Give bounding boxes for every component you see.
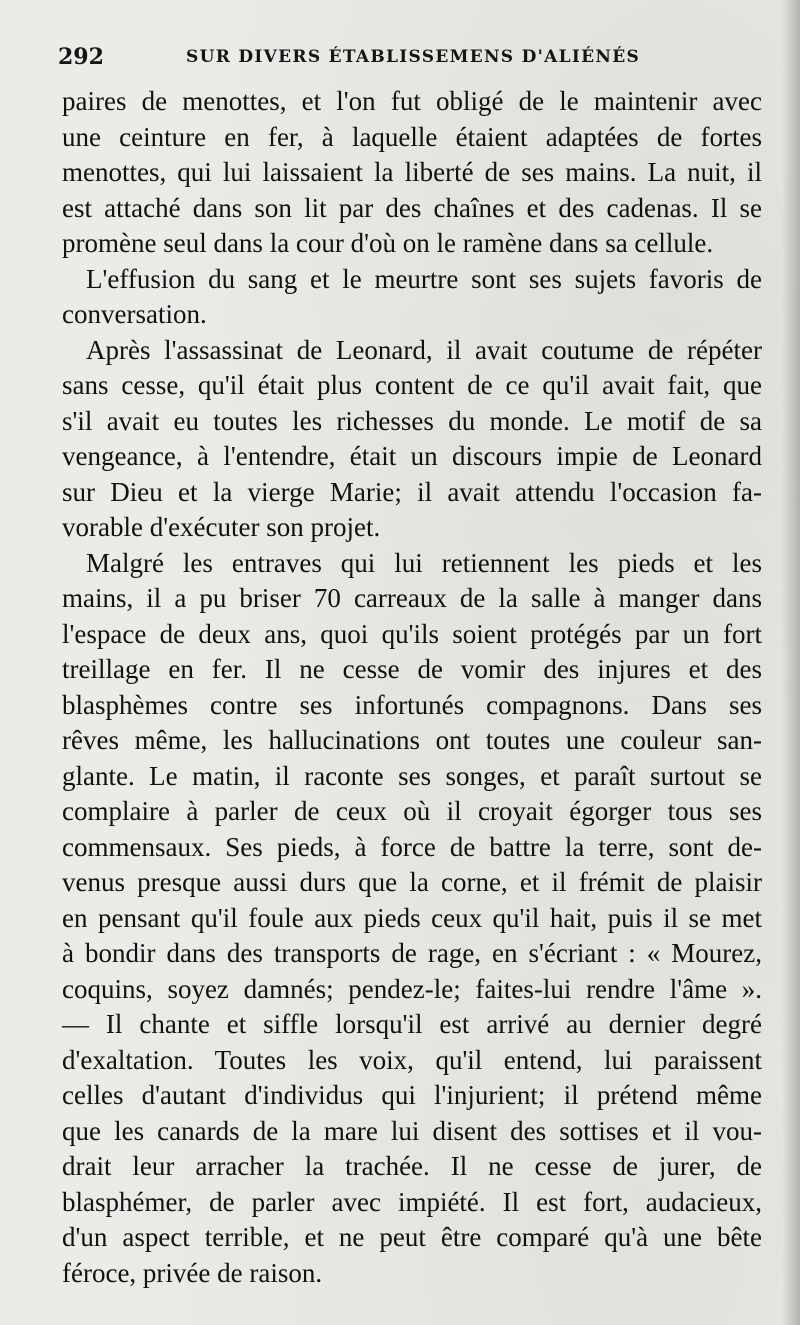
text-line: d'exaltation. Toutes les voix, qu'il entend, lui paraissent [62, 1044, 762, 1075]
text-line: l'espace de deux ans, quoi qu'ils soient protégés par un fort [62, 618, 762, 649]
text-line: blasphémer, de parler avec impiété. Il est fort, audacieux, [62, 1186, 762, 1217]
page-number: 292 [58, 44, 104, 70]
page-edge-shadow [782, 0, 800, 1325]
text-line: glante. Le matin, il raconte ses songes, et paraît surtout se [62, 760, 762, 791]
text-line: paires de menottes, et l'on fut obligé de le maintenir avec [62, 86, 762, 116]
text-line: d'un aspect terrible, et ne peut être comparé qu'à une bête [62, 1222, 762, 1252]
text-line: celles d'autant d'individus qui l'injurient; il prétend même [62, 1080, 762, 1110]
text-line: menottes, qui lui laissaient la liberté de ses mains. La nuit, il [62, 157, 762, 187]
text-line: promène seul dans la cour d'où on le ramène dans sa cellule. [62, 228, 714, 258]
text-line: est attaché dans son lit par des chaînes et des cadenas. Il se [62, 192, 762, 223]
text-line: venus presque aussi durs que la corne, et il frémit de plaisir [62, 867, 762, 897]
paragraph-start-line: L'effusion du sang et le meurtre sont ses sujets favoris de [86, 263, 762, 294]
page-header [58, 44, 758, 74]
text-line: rêves même, les hallucinations ont toutes une couleur san- [62, 725, 762, 755]
text-line: en pensant qu'il foule aux pieds ceux qu'il hait, puis il se met [62, 902, 762, 933]
text-line: une ceinture en fer, à laquelle étaient adaptées de fortes [62, 121, 762, 152]
text-line: drait leur arracher la trachée. Il ne cesse de jurer, de [62, 1151, 762, 1181]
paragraph-start-line: Après l'assassinat de Leonard, il avait coutume de répéter [86, 334, 762, 365]
text-line: conversation. [62, 299, 207, 329]
text-line: à bondir dans des transports de rage, en s'écriant : « Mourez, [62, 938, 762, 968]
text-line: vengeance, à l'entendre, était un discours impie de Leonard [62, 441, 762, 471]
text-line: treillage en fer. Il ne cesse de vomir des injures et des [62, 654, 762, 684]
text-line: complaire à parler de ceux où il croyait égorger tous ses [62, 796, 762, 826]
text-line: que les canards de la mare lui disent des sottises et il vou- [62, 1115, 762, 1146]
text-line: blasphèmes contre ses infortunés compagnons. Dans ses [62, 689, 762, 720]
running-title: SUR DIVERS ÉTABLISSEMENS D'ALIÉNÉS [186, 47, 641, 67]
text-line: commensaux. Ses pieds, à force de battre la terre, sont de- [62, 831, 762, 862]
text-line: s'il avait eu toutes les richesses du monde. Le motif de sa [62, 405, 762, 436]
text-line: féroce, privée de raison. [62, 1257, 323, 1288]
text-line: mains, il a pu briser 70 carreaux de la salle à manger dans [62, 583, 762, 613]
text-line: sans cesse, qu'il était plus content de ce qu'il avait fait, que [62, 370, 762, 400]
body-text [62, 84, 762, 1291]
text-line: vorable d'exécuter son projet. [62, 512, 381, 542]
text-line: — Il chante et siffle lorsqu'il est arrivé au dernier degré [62, 1009, 762, 1039]
paragraph-start-line: Malgré les entraves qui lui retiennent les pieds et les [86, 547, 762, 578]
text-line: sur Dieu et la vierge Marie; il avait attendu l'occasion fa- [62, 476, 762, 507]
text-line: coquins, soyez damnés; pendez-le; faites-lui rendre l'âme ». [62, 973, 762, 1004]
